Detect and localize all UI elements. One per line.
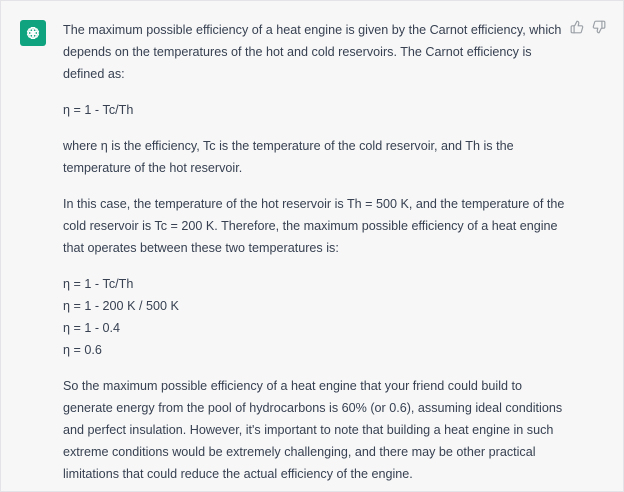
thumbs-down-button[interactable] (591, 21, 607, 37)
message-body (63, 19, 573, 485)
paragraph-definitions: where η is the efficiency, Tc is the temperature of the cold reservoir, and Th is the temperature of the hot reservoir. (63, 139, 514, 175)
calc-step: η = 1 - 0.4 (63, 321, 121, 335)
chatgpt-logo-icon (24, 24, 42, 42)
paragraph-case: In this case, the temperature of the hot reservoir is Th = 500 K, and the temperature of the cold reservoir is Tc = 200 K. Therefore, the maximum possible efficiency of a heat engine that operates between these two temperatures is: (63, 197, 565, 255)
calc-step: η = 1 - 200 K / 500 K (63, 299, 179, 313)
paragraph-conclusion: So the maximum possible efficiency of a heat engine that your friend could build to generate energy from the pool of hydrocarbons is 60% (or 0.6), assuming ideal conditions and perfect insulation. However, it's important to note that building a heat engine in such extreme conditions would be extremely challenging, and there may be other practical limitations that could reduce the actual efficiency of the engine. (63, 379, 563, 481)
calc-step: η = 0.6 (63, 343, 102, 357)
paragraph-intro: The maximum possible efficiency of a heat engine is given by the Carnot efficiency, which depends on the temperatures of the hot and cold reservoirs. The Carnot efficiency is defined as: (63, 23, 562, 81)
calculation-steps (63, 273, 573, 361)
calc-step: η = 1 - Tc/Th (63, 277, 134, 291)
feedback-buttons (569, 21, 607, 37)
assistant-avatar (20, 20, 46, 46)
thumbs-down-icon (592, 20, 606, 39)
formula-carnot: η = 1 - Tc/Th (63, 103, 134, 117)
